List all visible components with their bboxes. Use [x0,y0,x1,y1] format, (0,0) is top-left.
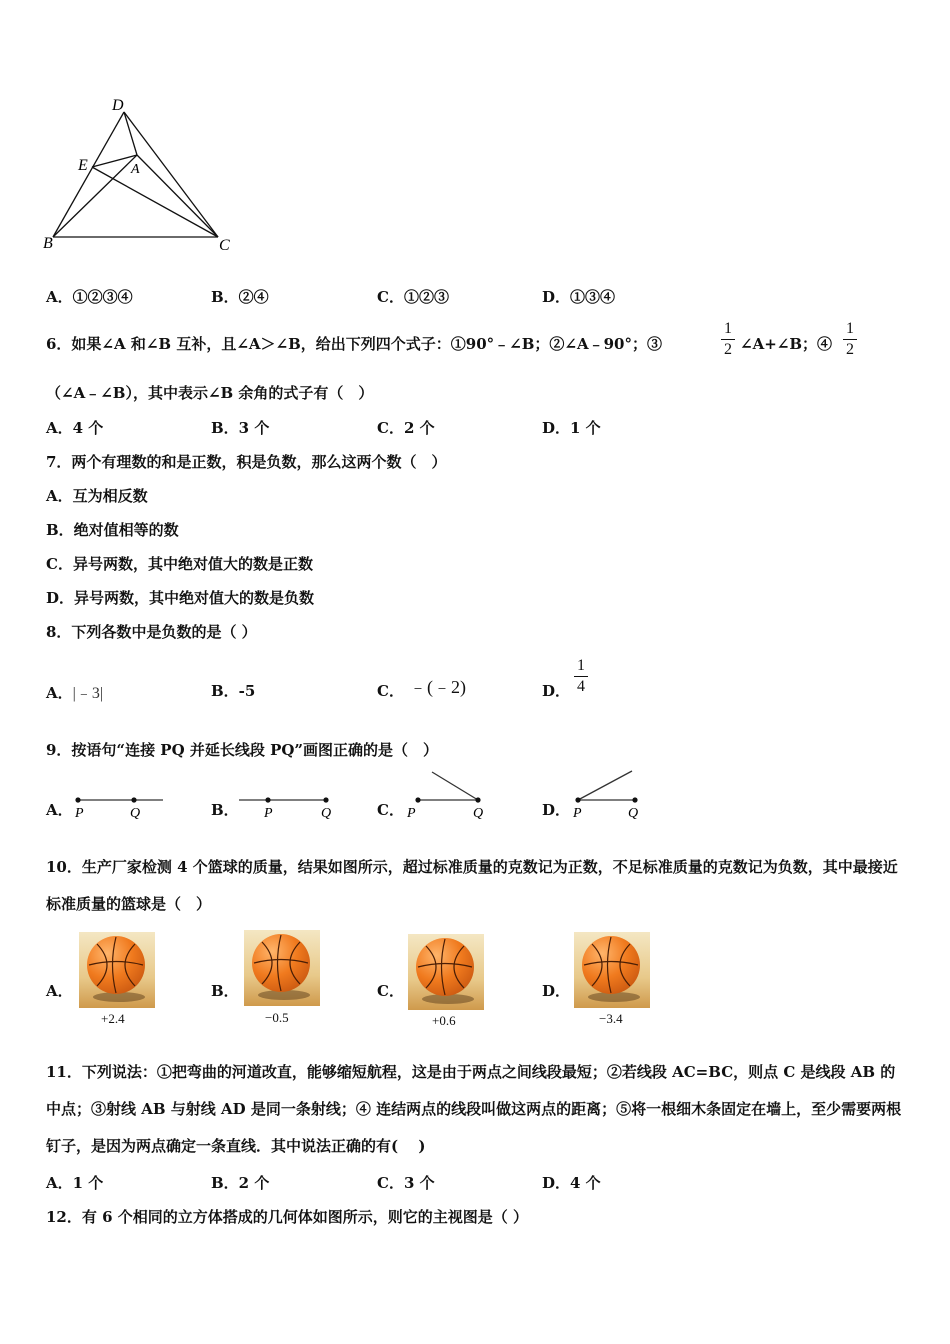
q10-basketball-d-image[interactable] [574,932,650,1008]
q9c-q: Q [473,806,484,821]
q8-option-a-label: A． [46,684,73,702]
q9a-q: Q [130,806,141,821]
q9a-p: P [75,806,84,821]
q6-option-b[interactable]: B．3 个 [211,419,270,437]
label-e: E [78,157,88,174]
q10-option-a-label[interactable]: A． [46,982,73,1000]
q9c-p: P [407,806,416,821]
q6-fraction-2: 1 2 [843,320,857,359]
q5-option-d[interactable]: D．①③④ [542,288,616,306]
q7-stem: 7．两个有理数的和是正数，积是负数，那么这两个数（ ） [46,453,447,471]
q8-stem: 8．下列各数中是负数的是（ ） [46,623,257,641]
q9-option-b-label[interactable]: B． [211,801,239,819]
q9-option-c-label[interactable]: C． [377,801,404,819]
q7-option-a[interactable]: A．互为相反数 [46,487,148,505]
q11-option-d[interactable]: D．4 个 [542,1174,601,1192]
q8-option-d-label[interactable]: D． [542,682,571,700]
q8-option-a-math: |﹣3| [72,685,104,702]
q8-option-c-label[interactable]: C． [377,682,404,700]
q8-option-c-math: ﹣(﹣2) [409,677,466,697]
q6-stem-line2: （∠A﹣∠B），其中表示∠B 余角的式子有（ ） [46,384,374,402]
q12-stem: 12．有 6 个相同的立方体搭成的几何体如图所示，则它的主视图是（ ） [46,1208,528,1226]
q9-option-a-label[interactable]: A． [46,801,73,819]
q8-option-d-fraction: 1 4 [574,657,588,696]
q6-stem-part2: ∠A+∠B；④ [740,335,833,353]
q6-option-d[interactable]: D．1 个 [542,419,601,437]
q11-stem: 11．下列说法：①把弯曲的河道改直，能够缩短航程，这是由于两点之间线段最短；②若线段 AC=BC，则点 C 是线段 AB 的中点；③射线 AB 与射线 AD 是同一条射线；④ 连结两点的线段叫做这两点的距离；⑤将一根细木条固定在墙上，至少需要两根钉子，是因为两点确定一条直线．其中说法正确的有( ) [46,1063,902,1155]
q8-option-b[interactable]: B．-5 [211,682,256,700]
q10-value-b: −0.5 [265,1010,289,1025]
q5-option-b[interactable]: B．②④ [211,288,269,306]
q9d-p: P [573,806,582,821]
label-c: C [219,237,230,254]
q6-stem-part1: 6．如果∠A 和∠B 互补，且∠A＞∠B，给出下列四个式子：①90°﹣∠B；②∠A﹣90°；③ [46,335,662,353]
label-d: D [112,97,124,114]
q9-option-c-figure[interactable] [403,766,498,822]
q10-value-a: +2.4 [101,1011,125,1026]
q5-option-a[interactable]: A．①②③④ [46,288,133,306]
label-b: B [43,235,53,252]
q10-option-b-label[interactable]: B． [211,982,239,1000]
label-a: A [131,162,140,177]
q7-option-c[interactable]: C．异号两数，其中绝对值大的数是正数 [46,555,313,573]
q9b-p: P [264,806,273,821]
q10-stem: 10．生产厂家检测 4 个篮球的质量，结果如图所示，超过标准质量的克数记为正数，不足标准质量的克数记为负数，其中最接近标准质量的篮球是（ ） [46,858,898,913]
q10-option-c-label[interactable]: C． [377,982,404,1000]
q9d-q: Q [628,806,639,821]
q6-option-c[interactable]: C．2 个 [377,419,435,437]
q9-option-d-label[interactable]: D． [542,801,571,819]
q10-option-d-label[interactable]: D． [542,982,571,1000]
q11-option-b[interactable]: B．2 个 [211,1174,270,1192]
q6-option-a[interactable]: A．4 个 [46,419,104,437]
q10-basketball-a-image[interactable] [79,932,155,1008]
q9b-q: Q [321,806,332,821]
q5-option-c[interactable]: C．①②③ [377,288,449,306]
q9-stem: 9．按语句“连接 PQ 并延长线段 PQ”画图正确的是（ ） [46,741,439,759]
q9-option-b-figure[interactable] [235,780,335,822]
q10-basketball-b-image[interactable] [244,930,320,1006]
q9-option-a-figure[interactable] [70,780,170,822]
q9-option-d-figure[interactable] [568,766,648,822]
q10-basketball-c-image[interactable] [408,934,484,1010]
q10-value-c: +0.6 [432,1013,456,1028]
q10-value-d: −3.4 [599,1011,623,1026]
q11-option-c[interactable]: C．3 个 [377,1174,435,1192]
q7-option-d[interactable]: D．异号两数，其中绝对值大的数是负数 [46,589,315,607]
q7-option-b[interactable]: B．绝对值相等的数 [46,521,179,539]
triangle-figure [40,92,240,257]
q11-option-a[interactable]: A．1 个 [46,1174,104,1192]
q8-option-a[interactable] [46,680,103,703]
q6-fraction-1: 1 2 [721,320,735,359]
